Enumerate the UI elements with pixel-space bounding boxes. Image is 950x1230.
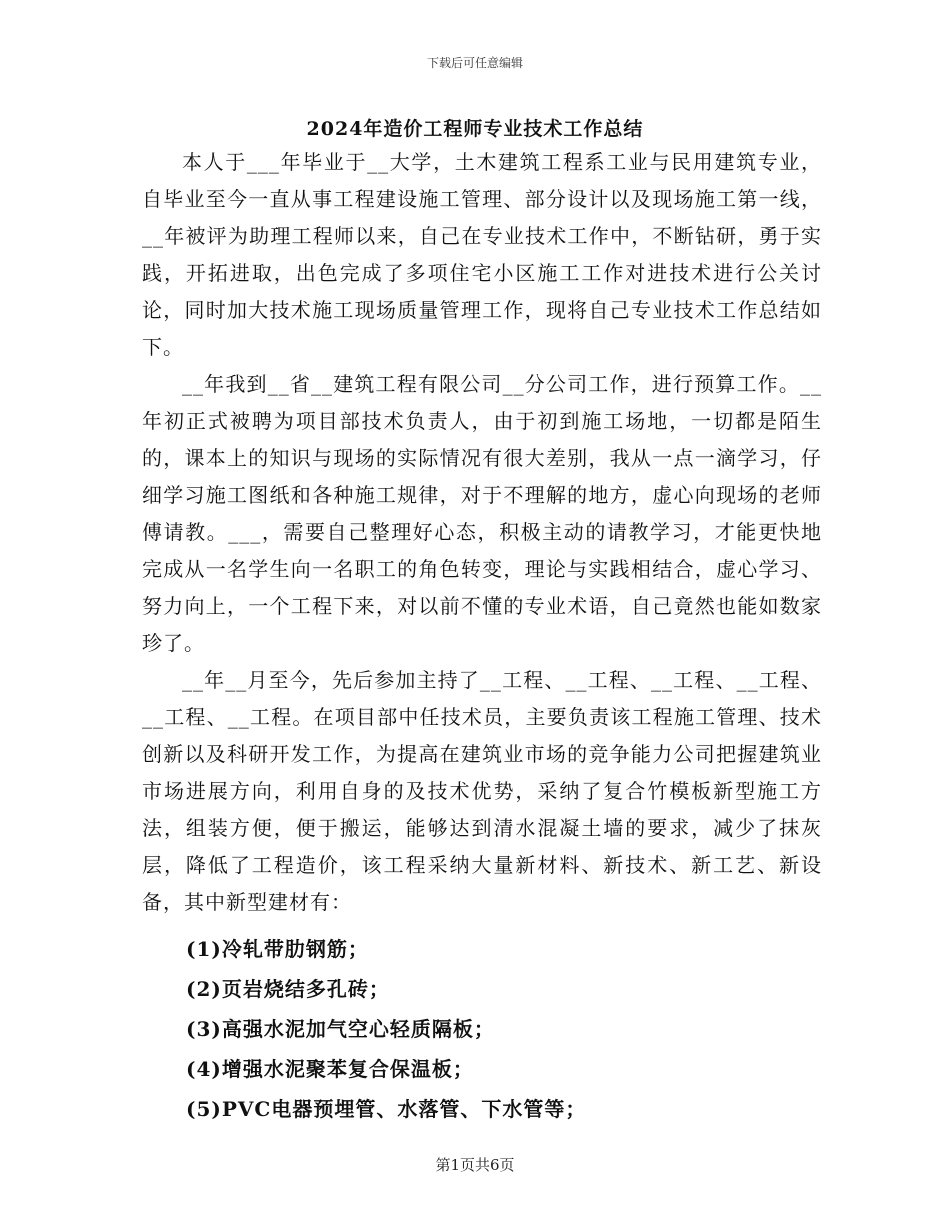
page-number: 第1页共6页 <box>435 1156 515 1174</box>
list-item: (5)PVC电器预埋管、水落管、下水管等； <box>186 1097 587 1121</box>
header-note: 下载后可任意编辑 <box>426 56 523 70</box>
list-item: (1)冷轧带肋钢筋； <box>186 937 369 961</box>
document-body <box>142 144 822 1129</box>
list-item: (4)增强水泥聚苯复合保温板； <box>186 1057 474 1081</box>
document-title: 2024年造价工程师专业技术工作总结 <box>306 118 644 140</box>
paragraph-budget-work: __年我到__省__建筑工程有限公司__分公司工作，进行预算工作。__年初正式被聘为项目部技术负责人，由于初到施工场地，一切都是陌生的，课本上的知识与现场的实际情况有很大差别，我从一点一滴学习，仔细学习施工图纸和各种施工规律，对于不理解的地方，虚心向现场的老师傅请教。___，需要自己整理好心态，积极主动的请教学习，才能更快地完成从一名学生向一名职工的角色转变，理论与实践相结合，虚心学习、努力向上，一个工程下来，对以前不懂的专业术语，自己竟然也能如数家珍了。 <box>142 372 822 655</box>
list-item: (3)高强水泥加气空心轻质隔板； <box>186 1017 495 1041</box>
list-item: (2)页岩烧结多孔砖； <box>186 977 390 1001</box>
paragraph-intro: 本人于___年毕业于__大学，土木建筑工程系工业与民用建筑专业，自毕业至今一直从事工程建设施工管理、部分设计以及现场施工第一线，__年被评为助理工程师以来，自己在专业技术工作中，不断钻研，勇于实践，开拓进取，出色完成了多项住宅小区施工工作对进技术进行公关讨论，同时加大技术施工现场质量管理工作，现将自己专业技术工作总结如下。 <box>142 150 822 359</box>
paragraph-projects: __年__月至今，先后参加主持了__工程、__工程、__工程、__工程、__工程、__工程。在项目部中任技术员，主要负责该工程施工管理、技术创新以及科研开发工作，为提高在建筑业市场的竞争能力公司把握建筑业市场进展方向，利用自身的及技术优势，采纳了复合竹模板新型施工方法，组装方便，便于搬运，能够达到清水混凝土墙的要求，减少了抹灰层，降低了工程造价，该工程采纳大量新材料、新技术、新工艺、新设备，其中新型建材有： <box>142 668 822 914</box>
materials-list <box>142 929 822 1129</box>
